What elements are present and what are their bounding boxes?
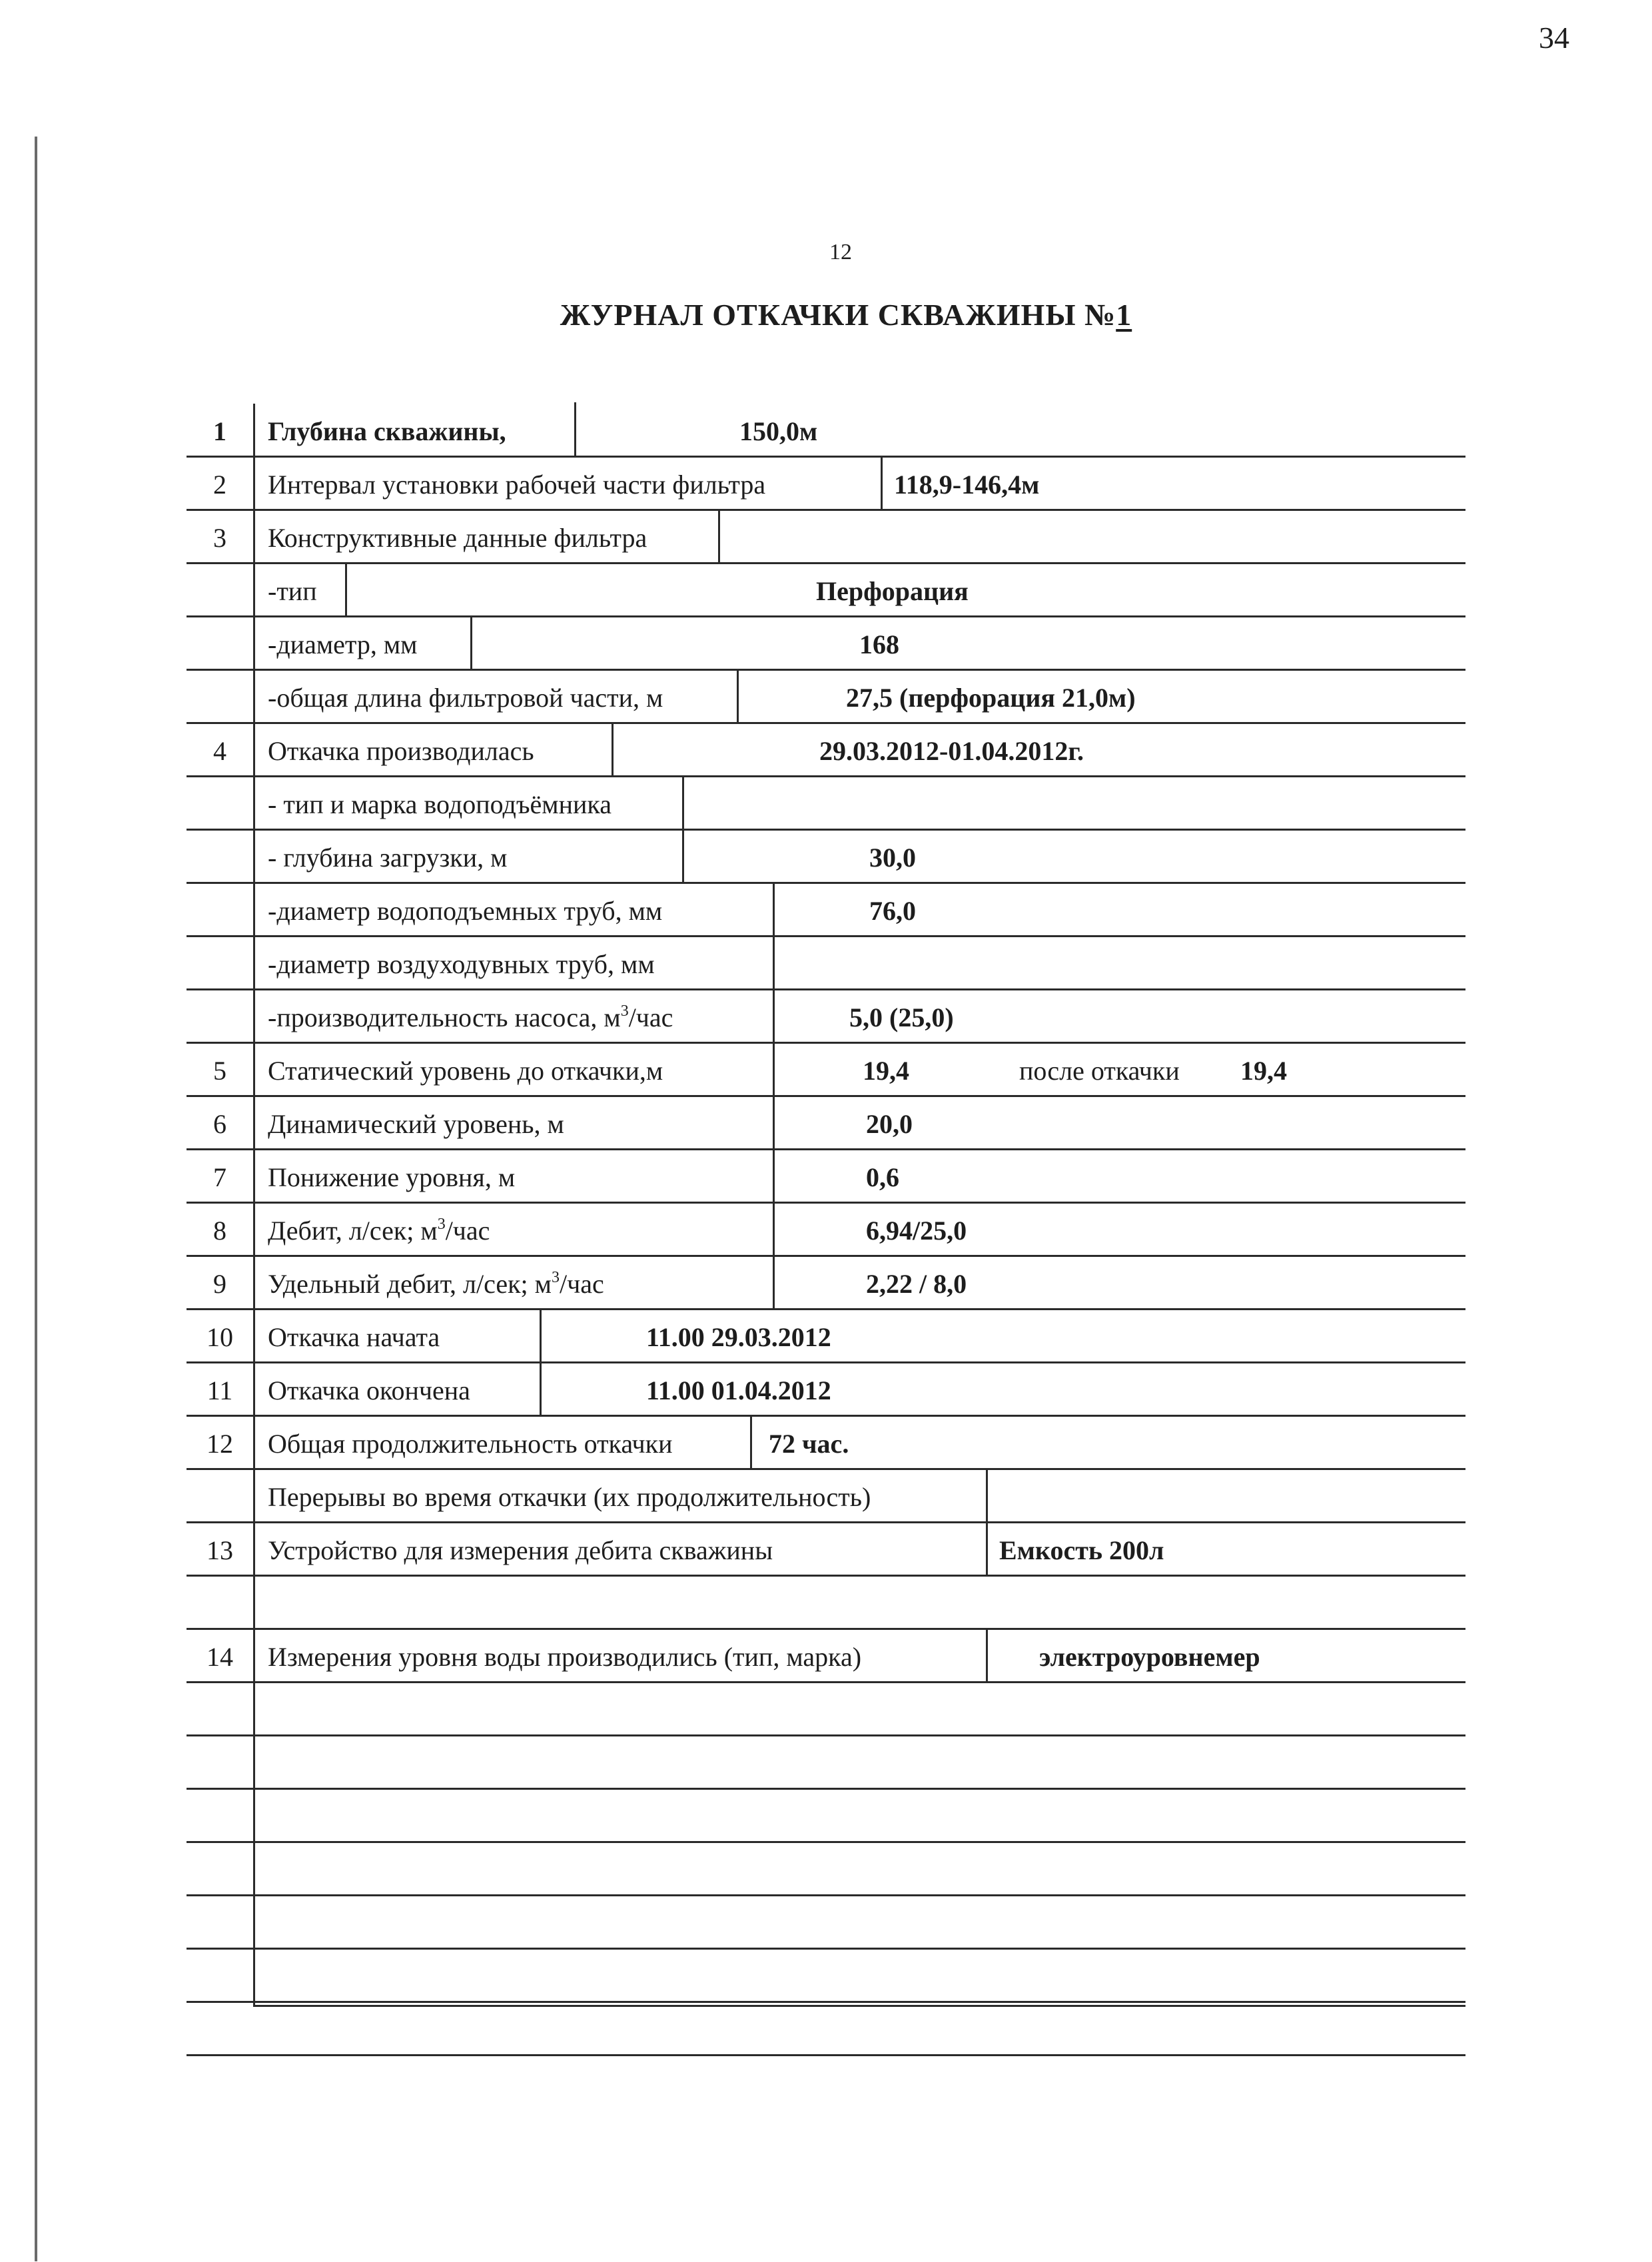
table-rule: [187, 1788, 1465, 1790]
table-divider: [773, 1148, 775, 1203]
row-value: 11.00 01.04.2012: [646, 1375, 831, 1405]
table-rule: [187, 1361, 1465, 1363]
table-divider: [574, 402, 576, 457]
row-number: 8: [213, 1216, 226, 1246]
after-pumping-label: после откачки: [1019, 1056, 1180, 1086]
table-rule: [187, 935, 1465, 937]
row-label: Откачка окончена: [268, 1375, 470, 1405]
table-rule: [187, 615, 1465, 617]
table-divider: [612, 722, 614, 777]
row-number: 9: [213, 1269, 226, 1299]
table-rule: [187, 562, 1465, 564]
row-value: 0,6: [866, 1162, 899, 1192]
table-rule: [187, 1308, 1465, 1310]
row-number: 1: [213, 416, 226, 446]
table-rule: [187, 1628, 1465, 1630]
row-label: [268, 1004, 673, 1031]
table-rule: [187, 1202, 1465, 1204]
row-label: - тип и марка водоподъёмника: [268, 789, 612, 819]
table-rule: [187, 882, 1465, 884]
table-divider: [345, 562, 347, 617]
document-title: [0, 297, 1652, 332]
row-value: 19,4: [863, 1056, 909, 1086]
table-rule: [187, 1415, 1465, 1417]
page-number: 34: [1539, 21, 1569, 55]
row-label: Откачка производилась: [268, 736, 534, 766]
row-label: Динамический уровень, м: [268, 1109, 564, 1139]
row-number: 2: [213, 470, 226, 500]
label-unit-suffix: /час: [445, 1216, 490, 1246]
label-superscript: 3: [551, 1269, 560, 1286]
row-label: Устройство для измерения дебита скважины: [268, 1535, 773, 1565]
row-label: Перерывы во время откачки (их продолжительность): [268, 1482, 871, 1512]
row-value: Перфорация: [816, 576, 969, 606]
table-rule: [187, 669, 1465, 671]
table-divider: [773, 1042, 775, 1096]
table-divider: [540, 1361, 542, 1416]
row-value: 72 час.: [769, 1429, 849, 1459]
table-rule: [187, 1575, 1465, 1577]
table-rule: [187, 1042, 1465, 1044]
table-divider: [773, 1095, 775, 1150]
table-rule: [187, 1468, 1465, 1470]
table-rule: [253, 2005, 1465, 2007]
row-number: 4: [213, 736, 226, 766]
table-rule: [187, 1841, 1465, 1843]
row-label: Измерения уровня воды производились (тип, марка): [268, 1642, 862, 1672]
row-label: -диаметр водоподъемных труб, мм: [268, 896, 663, 926]
row-number: 14: [206, 1642, 233, 1672]
table-rule: [187, 509, 1465, 511]
table-divider: [773, 935, 775, 990]
row-label: Откачка начата: [268, 1322, 440, 1352]
table-divider: [750, 1415, 752, 1469]
row-label: [268, 1271, 604, 1298]
row-number: 12: [206, 1429, 233, 1459]
table-divider: [737, 669, 739, 723]
row-label: -диаметр воздуходувных труб, мм: [268, 949, 655, 979]
row-value: 27,5 (перфорация 21,0м): [846, 683, 1136, 713]
table-divider: [718, 509, 720, 564]
table-divider: [682, 829, 684, 883]
row-value: 11.00 29.03.2012: [646, 1322, 831, 1352]
label-unit-suffix: /час: [628, 1002, 673, 1032]
row-value: 150,0м: [739, 416, 818, 446]
row-number: 7: [213, 1162, 226, 1192]
row-value: 30,0: [869, 843, 916, 873]
row-number: 11: [206, 1375, 233, 1405]
row-value: электроуровнемер: [1039, 1642, 1260, 1672]
row-label: -тип: [268, 576, 317, 606]
row-value: Емкость 200л: [999, 1535, 1164, 1565]
table-divider: [773, 988, 775, 1043]
table-divider: [986, 1628, 988, 1683]
row-label: Глубина скважины,: [268, 416, 506, 446]
row-label: Интервал установки рабочей части фильтра: [268, 470, 766, 500]
table-rule: [187, 1948, 1465, 1950]
table-rule: [187, 2054, 1465, 2056]
row-label: Общая продолжительность откачки: [268, 1429, 673, 1459]
row-label: -диаметр, мм: [268, 629, 418, 659]
table-rule: [187, 829, 1465, 831]
row-value: 168: [859, 629, 899, 659]
label-text: Дебит, л/сек; м: [268, 1216, 438, 1246]
label-superscript: 3: [620, 1002, 629, 1020]
label-superscript: 3: [437, 1216, 446, 1233]
row-label: -общая длина фильтровой части, м: [268, 683, 663, 713]
table-divider: [540, 1308, 542, 1363]
table-rule: [187, 456, 1465, 458]
table-rule: [187, 1255, 1465, 1257]
table-divider: [881, 456, 883, 510]
row-value: 118,9-146,4м: [894, 470, 1040, 500]
row-label: Конструктивные данные фильтра: [268, 523, 647, 553]
table-rule: [187, 1095, 1465, 1097]
table-divider: [986, 1468, 988, 1523]
table-divider: [773, 1255, 775, 1310]
scan-edge-line: [35, 137, 37, 2261]
inner-page-number: 12: [829, 240, 852, 264]
label-unit-suffix: /час: [559, 1269, 604, 1299]
row-value: 6,94/25,0: [866, 1216, 967, 1246]
row-value: 2,22 / 8,0: [866, 1269, 967, 1299]
after-pumping-value: 19,4: [1240, 1056, 1287, 1086]
row-label: - глубина загрузки, м: [268, 843, 508, 873]
table-rule: [187, 1894, 1465, 1896]
row-value: 29.03.2012-01.04.2012г.: [819, 736, 1084, 766]
table-divider: [986, 1521, 988, 1576]
row-number: 5: [213, 1056, 226, 1086]
table-divider: [253, 404, 255, 2005]
row-value: 20,0: [866, 1109, 913, 1139]
title-text: ЖУРНАЛ ОТКАЧКИ СКВАЖИНЫ №: [560, 298, 1116, 332]
table-divider: [682, 775, 684, 830]
table-rule: [187, 1148, 1465, 1150]
label-text: -производительность насоса, м: [268, 1002, 621, 1032]
title-well-number: 1: [1116, 298, 1132, 332]
table-rule: [187, 2001, 1465, 2003]
table-divider: [773, 1202, 775, 1256]
table-divider: [470, 615, 472, 670]
table-rule: [187, 1521, 1465, 1523]
row-number: 3: [213, 523, 226, 553]
row-label: [268, 1218, 490, 1244]
table-rule: [187, 1681, 1465, 1683]
row-number: 6: [213, 1109, 226, 1139]
table-rule: [187, 988, 1465, 990]
row-value: 76,0: [869, 896, 916, 926]
row-label: Понижение уровня, м: [268, 1162, 516, 1192]
table-rule: [187, 1734, 1465, 1736]
row-number: 10: [206, 1322, 233, 1352]
table-rule: [187, 775, 1465, 777]
row-number: 13: [206, 1535, 233, 1565]
table-rule: [187, 722, 1465, 724]
row-label: Статический уровень до откачки,м: [268, 1056, 663, 1086]
table-divider: [773, 882, 775, 937]
label-text: Удельный дебит, л/сек; м: [268, 1269, 552, 1299]
row-value: 5,0 (25,0): [849, 1002, 954, 1032]
